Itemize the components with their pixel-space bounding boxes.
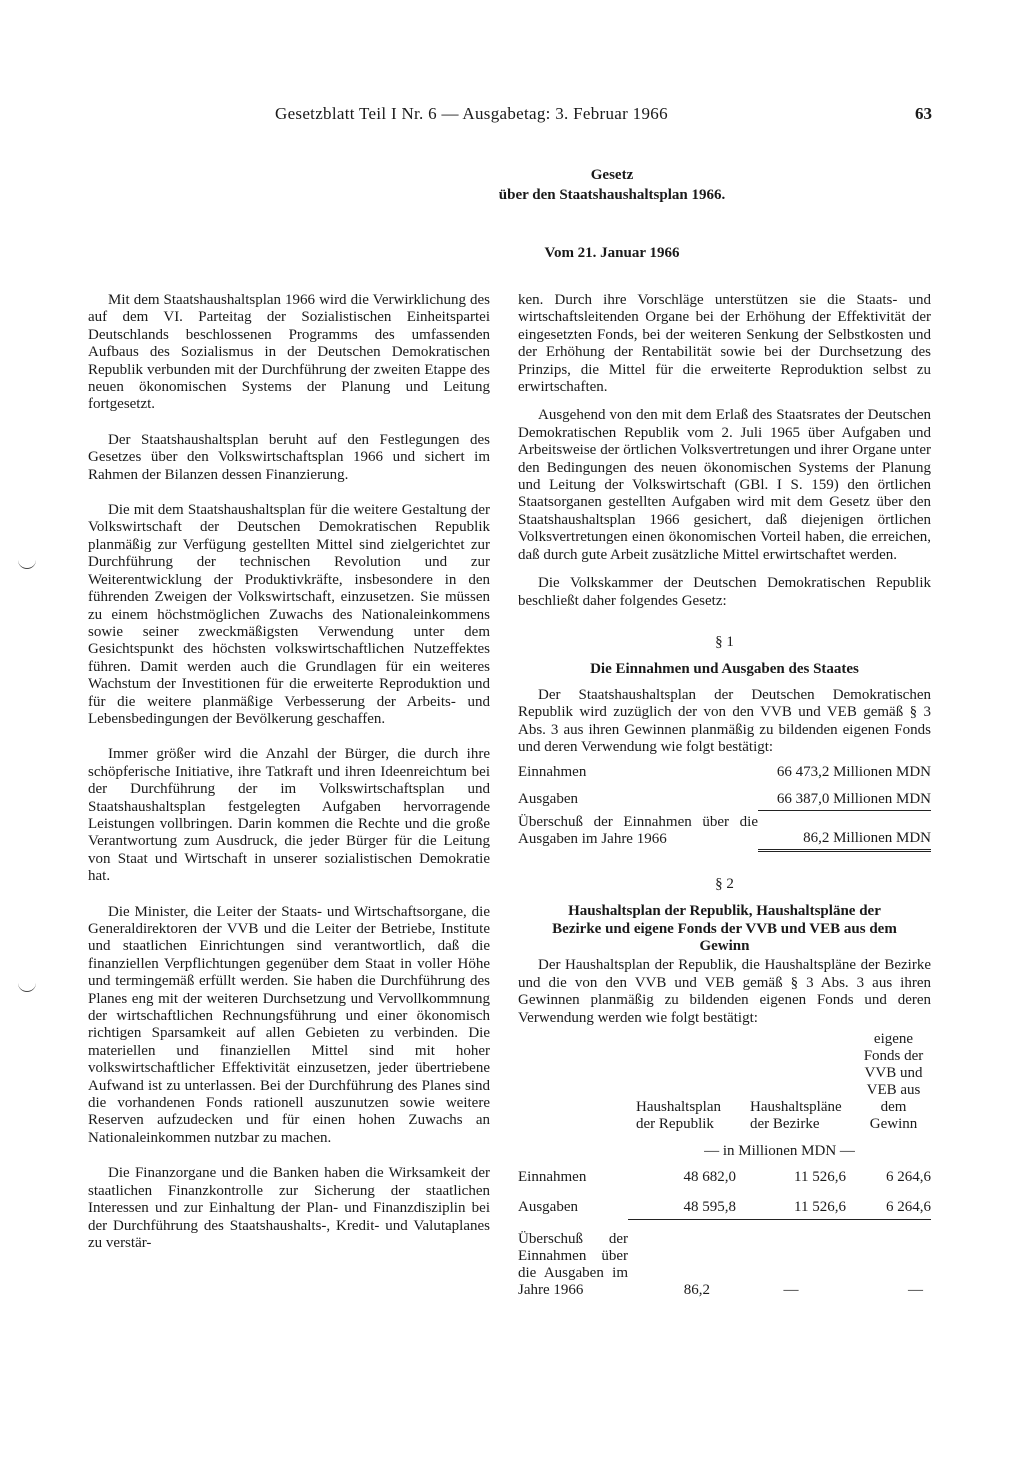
paragraph: Mit dem Staatshaushaltsplan 1966 wird die Verwirklichung des auf dem VI. Parteitag der Sozialistischen Einheitspartei Deutschlands beschlossenen Programms des umfassenden Aufbaus des Sozialismus in der Deutschen Demokratischen Republik verbunden mit der Durchführung der zweiten Etappe des neuen ökonomischen Systems der Planung und Leitung fortgesetzt. [88,292,490,413]
row-label: Einnahmen [518,764,587,781]
law-title-line2: über den Staatshaushaltsplan 1966. [498,187,726,203]
row-value: 66 387,0 Millionen MDN [758,783,931,810]
cell-value: 6 264,6 [886,1169,931,1186]
paragraph: Die mit dem Staatshaushaltsplan für die weitere Gestaltung der Volkswirtschaft der Deutschen Demokratischen Republik planmäßig zur Verfügung gestellten Mittel sind zielgerichtet zur Durchführung der technischen Revolution und zur Weiterentwicklung der Produktivkräfte, insbesondere in den führenden Zweigen der Volkswirtschaft, einzusetzen. Sie müssen zu einem höchstmöglichen Zuwachs des Nationaleinkommens sowie seiner zweckmäßigsten Verwendung unter dem Gesichtspunkt des höchsten volkswirtschaftlichen Nutzeffektes führen. Damit werden auch die Grundlagen für ein weiteres Wachstum der Investitionen für die erweiterte Reproduktion und für die weitere planmäßige Verbesserung der Arbeits- und Lebensbedingungen der Bevölkerung geschaffen. [88,502,490,727]
cell-value: — [908,1282,923,1299]
table-header-row [518,1031,931,1139]
unit-row [518,1139,931,1166]
paragraph: Ausgehend von den mit dem Erlaß des Staatsrates der Deutschen Demokratischen Republik vom 2. Juli 1965 über Aufgaben und Arbeitsweise der örtlichen Volksvertretungen und ihrer Organe unter den Bedingungen des neuen ökonomischen Systems der Planung und Leitung der Volkswirtschaft (GBl. I S. 159) den örtlichen Staatsorganen gestellten Aufgaben wird mit dem Gesetz über den Staatshaushaltsplan 1966 gesichert, daß diejenigen örtlichen Volksvertretungen einen ökonomischen Vorteil haben, die erreichen, daß durch gute Arbeit zusätzliche Mittel erwirtschaftet werden. [518,407,931,563]
row-label: Einnahmen [518,1169,587,1186]
table-row [518,783,931,810]
law-title-block [0,165,1024,263]
cell-value: 48 682,0 [683,1169,736,1186]
row-value: 86,2 Millionen MDN [758,810,931,850]
row-value: 66 473,2 Millionen MDN [776,764,931,781]
paragraph: Der Staatshaushaltsplan beruht auf den Festlegungen des Gesetzes über den Volkswirtschaftsplan 1966 und sichert im Rahmen der Bilanzen dessen Finanzierung. [88,431,490,483]
page-number: 63 [915,104,932,123]
column-header: eigene Fonds der VVB und VEB aus dem Gewinn [863,1031,924,1133]
section-1-title: Die Einnahmen und Ausgaben des Staates [590,661,859,678]
table-row [518,762,931,783]
margin-pencil-mark [18,560,36,569]
law-date: Vom 21. Januar 1966 [544,245,680,261]
section-2-title: Haushaltsplan der Republik, Haushaltspläne der Bezirke und eigene Fonds der VVB und VEB aus dem Gewinn [552,903,897,955]
paragraph: ken. Durch ihre Vorschläge unterstützen sie die Staats- und wirtschaftsleitenden Organe bei der Erhöhung der Effektivität der eingesetzten Fonds, bei der weiteren Senkung der Selbstkosten und der Erhöhung der Rentabilität sowie bei der Durchsetzung des Prinzips, die Mittel für die erweiterte Reproduktion selbst zu erwirtschaften. [518,292,931,396]
section-1-text: Der Staatshaushaltsplan der Deutschen Demokratischen Republik wird zuzüglich der von den VVB und VEB gemäß § 3 Abs. 3 aus ihren Gewinnen planmäßig zu bildenden eigenen Fonds und deren Verwendung wie folgt bestätigt: [518,686,931,755]
running-title: Gesetzblatt Teil I Nr. 6 — Ausgabetag: 3. Februar 1966 [275,104,668,123]
row-label: Überschuß der Einnahmen über die Ausgaben im Jahre 1966 [518,814,758,848]
cell-value: 86,2 [683,1282,710,1299]
cell-value: 11 526,6 [736,1189,846,1219]
column-header: Haushaltspläne der Bezirke [750,1099,842,1133]
cell-value: 48 595,8 [628,1189,736,1219]
table-row [518,1166,931,1189]
section-2-mark: § 2 [715,875,734,892]
paragraph: Die Volkskammer der Deutschen Demokratischen Republik beschließt daher folgendes Gesetz: [518,575,931,609]
page-header [0,104,1024,130]
cell-value: 11 526,6 [794,1169,846,1186]
section-2-table [518,1031,931,1302]
margin-pencil-mark [18,983,36,992]
paragraph: Die Minister, die Leiter der Staats- und Wirtschaftsorgane, die Generaldirektoren der VVB und die Leiter der Betriebe, Institute und staatlichen Einrichtungen sind verantwortlich, daß die finanziellen Verpflichtungen gegenüber dem Staat in voller Höhe und termingemäß erfüllt werden. Sie haben die Durchführung des Planes eng mit der weiteren Durchsetzung und Vervollkommnung der wirtschaftlichen Rechnungsführung und einer ökonomisch richtigen Sparsamkeit auf allen Gebieten zu verbinden. Die materiellen und finanziellen Mittel sind mit hoher volkswirtschaftlicher Effektivität einzusetzen, jeder übertriebene Aufwand ist zu unterlassen. Bei der Durchführung des Planes sind die vorhandenen Fonds rationell auszunutzen sowie weitere Reserven aufzudecken und für einen hohen Zuwachs an Nationaleinkommen nutzbar zu machen. [88,903,490,1146]
left-column [88,292,490,1252]
cell-value: 6 264,6 [846,1189,931,1219]
row-label: Ausgaben [518,791,578,808]
unit-label: — in Millionen MDN — [704,1143,855,1160]
right-column [518,292,931,1302]
row-label: Überschuß der Einnahmen über die Ausgaben im Jahre 1966 [518,1231,628,1299]
paragraph: Immer größer wird die Anzahl der Bürger, die durch ihre schöpferische Initiative, ihre Tatkraft und ihren Ideenreichtum bei der Durchführung der im Volkswirtschaftsplan und Staatshaushaltsplan festgelegten Aufgaben hervorragende Leistungen vollbringen. Darin kommen die Rechte und die große Verantwortung zum Ausdruck, die jeder Bürger für die Leitung von Staat und Wirtschaft in unserer sozialistischen Demokratie hat. [88,746,490,885]
section-1-table [518,762,931,852]
section-1-mark: § 1 [715,633,734,650]
law-title-line1: Gesetz [590,167,634,183]
cell-value: — [783,1282,799,1299]
column-header: Haushaltsplan der Republik [636,1099,721,1133]
table-row [518,1219,931,1302]
table-row [518,810,931,850]
paragraph: Die Finanzorgane und die Banken haben die Wirksamkeit der staatlichen Finanzkontrolle zur Sicherung der staatlichen Interessen und zur Einhaltung der Plan- und Finanzdisziplin bei der Durchführung des Staatshaushalts-, Kredit- und Valutaplanes zu verstär- [88,1165,490,1251]
section-2-text: Der Haushaltsplan der Republik, die Haushaltspläne der Bezirke und die von den VVB und VEB gemäß § 3 Abs. 3 aus ihren Gewinnen planmäßig zu bildenden eigenen Fonds und deren Verwendung werden wie folgt bestätigt: [518,957,931,1026]
row-label: Ausgaben [518,1199,578,1216]
table-row [518,1189,931,1219]
